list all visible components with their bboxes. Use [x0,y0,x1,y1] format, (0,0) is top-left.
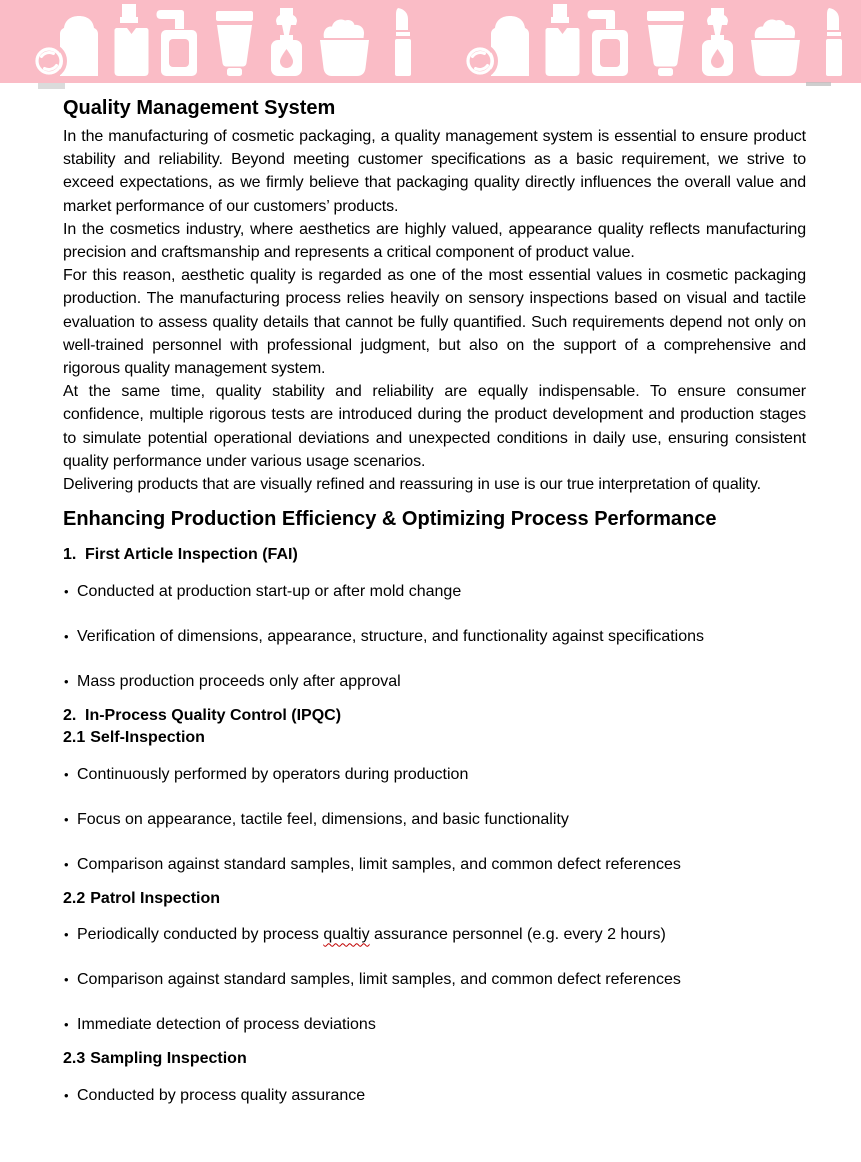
list-item [63,763,806,786]
bullet-icon: • [64,811,69,827]
list-item [63,625,806,648]
section-1-title: First Article Inspection (FAI) [85,546,298,564]
section-2-1-line [63,727,806,750]
cosmetic-icons-group-1 [33,4,411,77]
list-item [63,1013,806,1036]
list-item [63,968,806,991]
bullet-icon: • [64,1087,69,1103]
paragraph-intro-5: Delivering products that are visually refined and reassuring in use is our true interpretation of quality. [63,476,761,494]
section-1-bullet-list [63,580,806,693]
section-2-3-title: Sampling Inspection [90,1050,247,1068]
bullet-icon: • [64,628,69,644]
list-item [63,923,806,946]
bullet-icon: • [64,583,69,599]
cosmetic-icons-group-2 [464,4,842,77]
list-item-text: Focus on appearance, tactile feel, dimensions, and basic functionality [77,810,569,828]
heading-quality-management-system: Quality Management System [63,97,336,119]
list-item [63,808,806,831]
list-item [63,853,806,876]
paragraph-intro-2: In the cosmetics industry, where aesthetics are highly valued, appearance quality reflects manufacturing precision and craftsmanship and represents a critical component of product value. [63,220,806,262]
section-2-2-heading [63,888,806,911]
bullet-icon: • [64,1017,69,1033]
section-2-3-heading [63,1048,806,1071]
list-item [63,580,806,603]
section-1-heading [63,544,806,567]
list-item-text: Comparison against standard samples, limit samples, and common defect references [77,971,681,989]
list-item-text: Continuously performed by operators during production [77,765,469,783]
misspelled-word: qualtiy [323,926,370,944]
heading-enhancing-efficiency: Enhancing Production Efficiency & Optimizing Process Performance [63,508,717,531]
section-2-main-line [63,705,806,728]
section-2-1-title: Self-Inspection [90,729,205,747]
bullet-icon: • [64,856,69,872]
list-item-text: Immediate detection of process deviations [77,1016,376,1034]
bullet-icon: • [64,927,69,943]
cosmetic-icons-pattern [0,0,861,83]
section-2-heading [63,705,806,750]
bullet-icon: • [64,766,69,782]
paragraph-intro-3: For this reason, aesthetic quality is regarded as one of the most essential values in cosmetic packaging production. The manufacturing process relies heavily on sensory inspections based on visual and tactile evaluation to assess quality details that cannot be fully quantified. Such requirements depend not only on well-trained personnel with professional judgment, but also on the support of a comprehensive and rigorous quality management system. [63,267,806,378]
list-item-text: Conducted at production start-up or after mold change [77,582,462,600]
paragraph-intro-1: In the manufacturing of cosmetic packaging, a quality management system is essential to ensure product stability and reliability. Beyond meeting customer specifications as a basic requirement, we strive to exceed expectations, as we firmly believe that packaging quality directly influences the overall value and market performance of our customers’ products. [63,128,806,215]
bullet-icon: • [64,673,69,689]
section-2-2-title: Patrol Inspection [90,889,221,907]
section-2-3-bullet-list [63,1084,806,1107]
paragraph-intro-4: At the same time, quality stability and reliability are equally indispensable. To ensure consumer confidence, multiple rigorous tests are introduced during the product development and production stages to simulate potential operational deviations and unexpected conditions in daily use, ensuring consistent quality performance under various usage scenarios. [63,383,806,470]
banner [0,0,861,83]
section-2-1-number: 2.1 [63,729,86,747]
section-2-2-bullet-list [63,923,806,1036]
bullet-icon: • [64,972,69,988]
section-1-number: 1. [63,546,77,564]
section-2-title: In-Process Quality Control (IPQC) [85,706,342,724]
section-2-number: 2. [63,706,77,724]
bullet-text-before-typo: Periodically conducted by process [77,926,324,944]
list-item-text: Comparison against standard samples, limit samples, and common defect references [77,855,681,873]
list-item [63,1084,806,1107]
list-item-text: Conducted by process quality assurance [77,1086,366,1104]
list-item-text: Mass production proceeds only after approval [77,672,401,690]
bullet-text-after-typo: assurance personnel (e.g. every 2 hours) [369,926,666,944]
section-2-3-number: 2.3 [63,1050,86,1068]
list-item-text [77,923,806,946]
section-2-2-number: 2.2 [63,889,86,907]
list-item [63,670,806,693]
document-page [0,95,861,1107]
section-2-1-bullet-list [63,763,806,876]
list-item-text: Verification of dimensions, appearance, structure, and functionality against specifications [77,627,705,645]
screenshot-artifact-right [806,82,831,86]
screenshot-artifact-left [38,83,65,89]
